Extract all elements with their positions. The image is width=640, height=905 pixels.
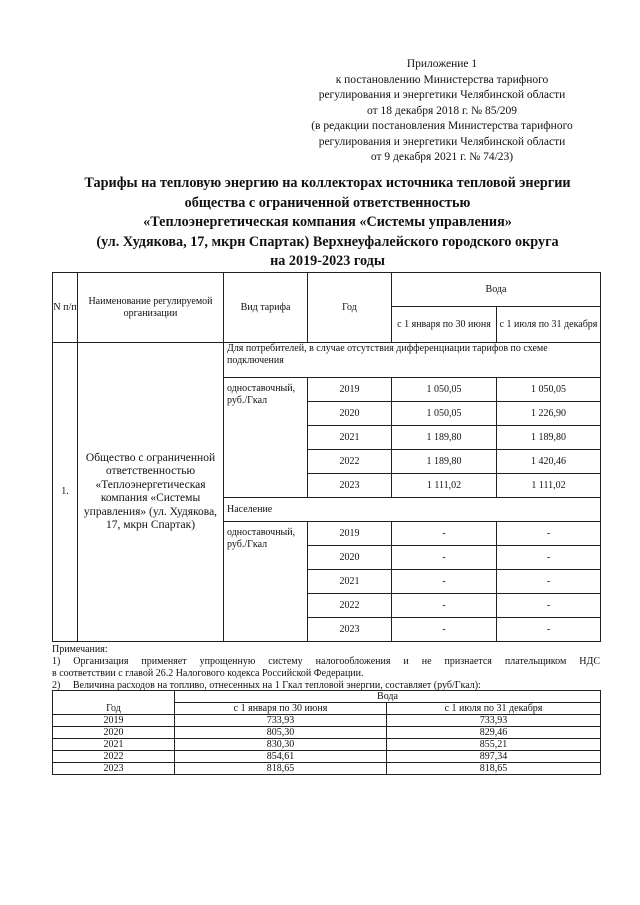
- row-number: 1.: [53, 343, 78, 642]
- value-cell: -: [392, 570, 497, 594]
- value-cell: -: [497, 618, 601, 642]
- year-cell: 2021: [308, 426, 392, 450]
- fuel-year: 2023: [53, 763, 175, 775]
- fuel-year: 2020: [53, 727, 175, 739]
- fuel-value: 818,65: [175, 763, 387, 775]
- title-line: общества с ограниченной ответственностью: [184, 194, 471, 211]
- fuel-value: 830,30: [175, 739, 387, 751]
- value-cell: -: [497, 570, 601, 594]
- document-title: [40, 174, 615, 272]
- title-line: «Теплоэнергетическая компания «Системы управления»: [143, 214, 512, 230]
- value-cell: 1 420,46: [497, 450, 601, 474]
- value-cell: 1 111,02: [497, 474, 601, 498]
- title-line: (ул. Худякова, 17, мкрн Спартак) Верхнеуфалейского городского округа: [96, 233, 559, 250]
- fuel-header-year: Год: [53, 691, 175, 715]
- notes-heading: Примечания:: [52, 644, 108, 655]
- value-cell: 1 226,90: [497, 402, 601, 426]
- title-line: Тарифы на тепловую энергию на коллекторах источника тепловой энергии: [84, 175, 571, 191]
- value-cell: -: [497, 522, 601, 546]
- appendix-line: регулирования и энергетики Челябинской области: [318, 135, 566, 148]
- fuel-cost-table: [52, 690, 601, 775]
- fuel-value: 733,93: [175, 715, 387, 727]
- section-label: Население: [224, 498, 601, 522]
- fuel-header-period2: с 1 июля по 31 декабря: [387, 703, 601, 715]
- header-period2: с 1 июля по 31 декабря: [497, 307, 601, 343]
- value-cell: 1 189,80: [392, 450, 497, 474]
- year-cell: 2021: [308, 570, 392, 594]
- tariff-table: [52, 272, 601, 642]
- note-1-line-1: 1) Организация применяет упрощенную систему налогообложения и не признается плательщиком НДС: [52, 656, 600, 667]
- appendix-line: от 9 декабря 2021 г. № 74/23): [370, 151, 514, 163]
- value-cell: -: [392, 618, 497, 642]
- value-cell: -: [497, 594, 601, 618]
- value-cell: 1 050,05: [497, 378, 601, 402]
- fuel-header-water: Вода: [175, 691, 601, 703]
- appendix-line: (в редакции постановления Министерства тарифного: [311, 120, 573, 132]
- fuel-value: 733,93: [387, 715, 601, 727]
- fuel-value: 854,61: [175, 751, 387, 763]
- note-1-line-2: в соответствии с главой 26.2 Налогового кодекса Российской Федерации.: [52, 668, 364, 679]
- fuel-value: 855,21: [387, 739, 601, 751]
- value-cell: -: [497, 546, 601, 570]
- fuel-year: 2019: [53, 715, 175, 727]
- appendix-line: Приложение 1: [406, 58, 478, 70]
- organization-name: Общество с ограниченной ответственностью «Теплоэнергетическая компания «Системы управления» (ул. Худякова, 17, мкрн Спартак): [78, 343, 224, 642]
- fuel-value: 897,34: [387, 751, 601, 763]
- fuel-value: 805,30: [175, 727, 387, 739]
- title-line: на 2019-2023 годы: [270, 253, 385, 269]
- value-cell: 1 111,02: [392, 474, 497, 498]
- header-tariff-type: Вид тарифа: [224, 273, 308, 343]
- fuel-value: 818,65: [387, 763, 601, 775]
- year-cell: 2022: [308, 594, 392, 618]
- value-cell: -: [392, 522, 497, 546]
- appendix-block: [292, 57, 592, 166]
- value-cell: -: [392, 594, 497, 618]
- appendix-line: регулирования и энергетики Челябинской области: [318, 89, 566, 101]
- value-cell: 1 189,80: [392, 426, 497, 450]
- fuel-year: 2022: [53, 751, 175, 763]
- header-water: Вода: [392, 273, 601, 307]
- year-cell: 2019: [308, 378, 392, 402]
- fuel-header-period1: с 1 января по 30 июня: [175, 703, 387, 715]
- notes-block: [52, 644, 600, 692]
- value-cell: -: [392, 546, 497, 570]
- value-cell: 1 189,80: [497, 426, 601, 450]
- section-label: Для потребителей, в случае отсутствия дифференциации тарифов по схеме подключения: [224, 343, 601, 378]
- header-org: Наименование регулируемой организации: [78, 273, 224, 343]
- year-cell: 2022: [308, 450, 392, 474]
- header-num: N п/п: [53, 273, 78, 343]
- value-cell: 1 050,05: [392, 378, 497, 402]
- header-period1: с 1 января по 30 июня: [392, 307, 497, 343]
- value-cell: 1 050,05: [392, 402, 497, 426]
- tariff-type: одноставочный, руб./Гкал: [224, 378, 308, 498]
- tariff-type: одноставочный, руб./Гкал: [224, 522, 308, 642]
- header-year: Год: [308, 273, 392, 343]
- note-2: 2) Величина расходов на топливо, отнесенных на 1 Гкал тепловой энергии, составляет (руб/Гкал):: [52, 680, 481, 691]
- year-cell: 2023: [308, 474, 392, 498]
- year-cell: 2019: [308, 522, 392, 546]
- appendix-line: от 18 декабря 2018 г. № 85/209: [367, 104, 517, 117]
- year-cell: 2020: [308, 546, 392, 570]
- fuel-year: 2021: [53, 739, 175, 751]
- fuel-value: 829,46: [387, 727, 601, 739]
- year-cell: 2023: [308, 618, 392, 642]
- year-cell: 2020: [308, 402, 392, 426]
- appendix-line: к постановлению Министерства тарифного: [335, 73, 549, 86]
